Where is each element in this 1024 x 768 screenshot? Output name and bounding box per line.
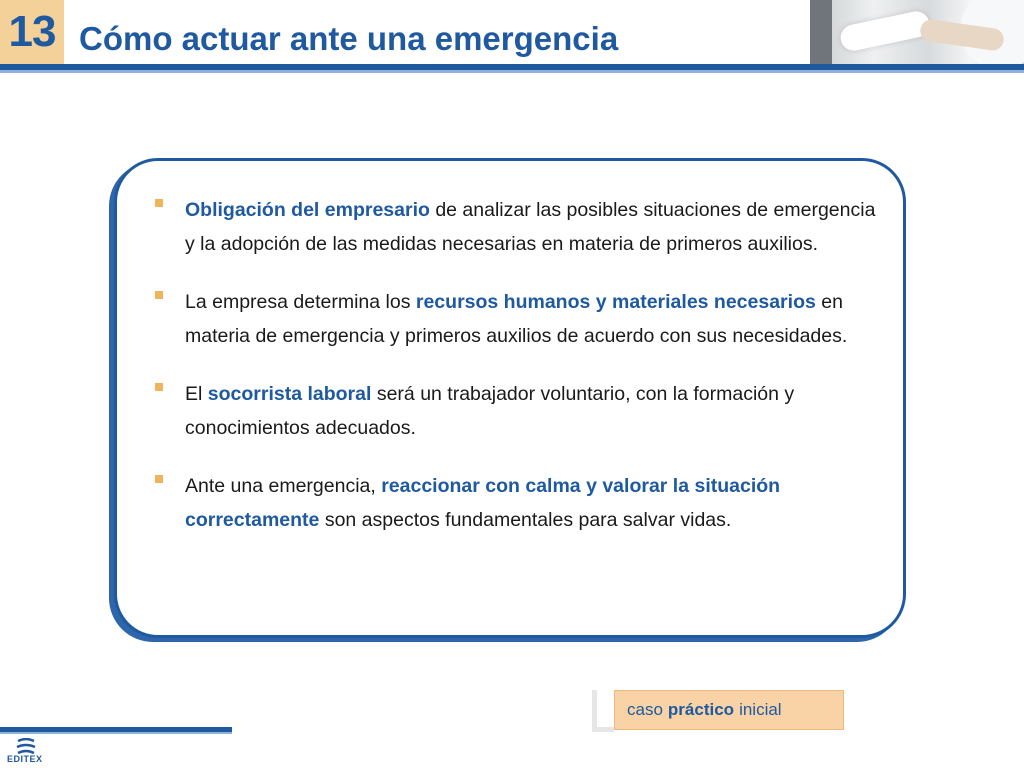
bullet-list <box>155 193 885 537</box>
highlighted-text: Obligación del empresario <box>185 199 430 221</box>
case-label-part2: práctico <box>667 700 735 719</box>
body-text: en materia de emergencia y primeros auxilios de acuerdo con sus necesidades. <box>185 291 848 347</box>
bullet-square-icon <box>155 475 163 483</box>
case-label-part1: caso <box>627 700 663 719</box>
body-text: El <box>185 383 208 405</box>
body-text: Ante una emergencia, <box>185 475 382 497</box>
header-divider-accent <box>0 70 1024 73</box>
header-photo <box>810 0 1024 64</box>
highlighted-text: recursos humanos y materiales necesarios <box>415 291 816 313</box>
highlighted-text: socorrista laboral <box>207 383 372 405</box>
body-text: de analizar las posibles situaciones de emergencia y la adopción de las medidas necesarias en materia de primeros auxilios. <box>185 199 876 255</box>
logo-text: EDITEX <box>7 754 43 764</box>
case-label-part3: inicial <box>739 700 782 719</box>
case-practico-label <box>614 690 844 730</box>
bullet-square-icon <box>155 291 163 299</box>
bullet-square-icon <box>155 199 163 207</box>
chapter-badge <box>0 0 64 64</box>
case-practico-button[interactable] <box>592 690 844 732</box>
body-text: son aspectos fundamentales para salvar vidas. <box>319 509 732 531</box>
page-title: Cómo actuar ante una emergencia <box>79 20 619 57</box>
bullet-square-icon <box>155 383 163 391</box>
bullet-item <box>155 193 885 261</box>
highlighted-text: reaccionar con calma y valorar la situación correctamente <box>185 475 781 531</box>
body-text: será un trabajador voluntario, con la formación y conocimientos adecuados. <box>185 383 795 439</box>
footer-divider-accent <box>0 732 232 734</box>
bullet-item <box>155 377 885 445</box>
bullet-item <box>155 469 885 537</box>
body-text: La empresa determina los <box>185 291 416 313</box>
chapter-number: 13 <box>8 7 56 56</box>
button-bracket <box>592 690 614 732</box>
bullet-item <box>155 285 885 353</box>
